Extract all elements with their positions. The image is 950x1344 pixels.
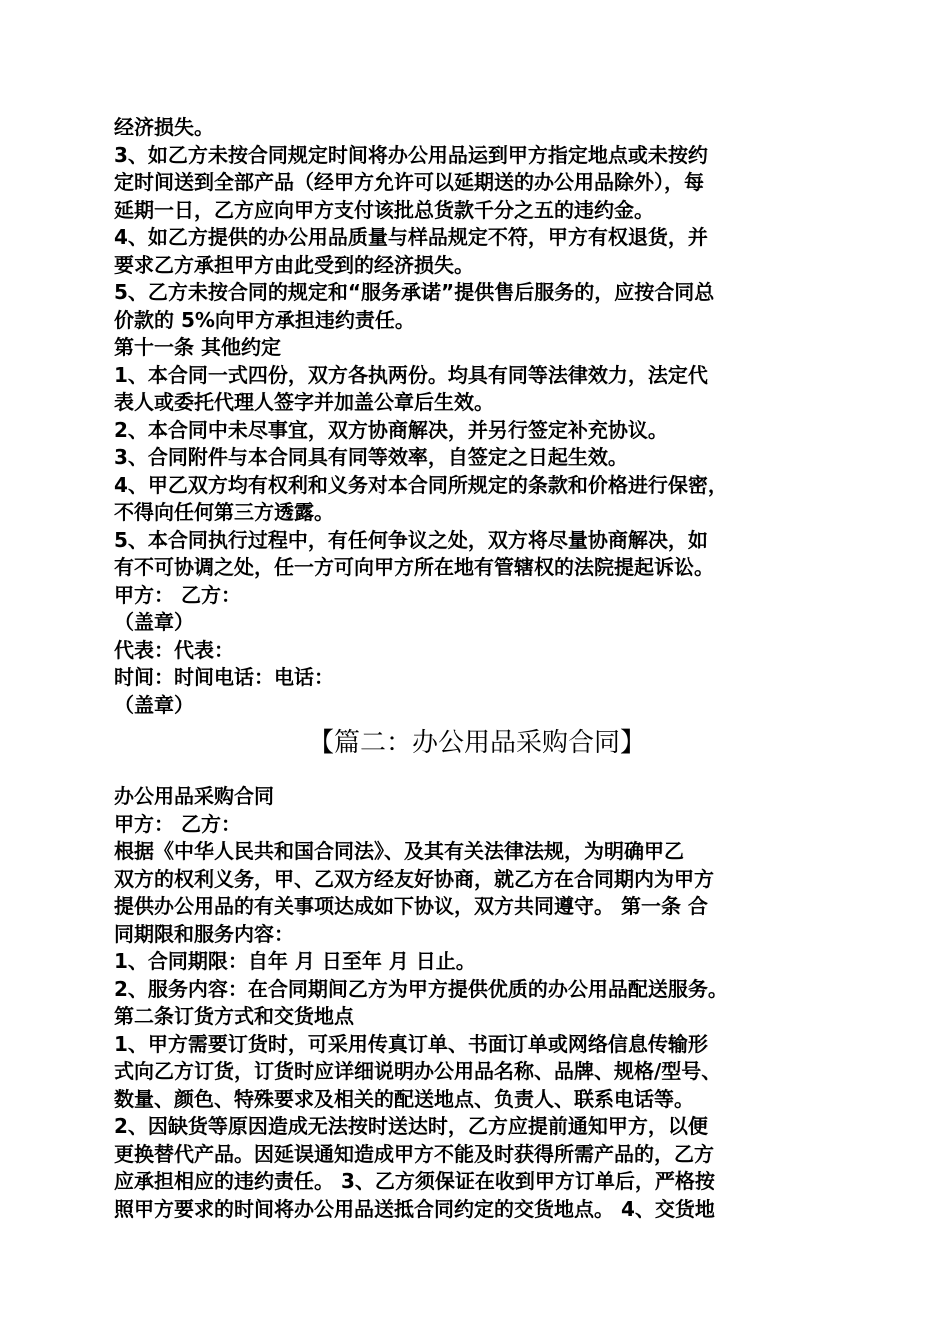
text-line: 照甲方要求的时间将办公用品送抵合同约定的交货地点。 4、交货地 (114, 1196, 715, 1221)
text-line: 5、本合同执行过程中，有任何争议之处，双方将尽量协商解决，如 (114, 527, 708, 552)
signature-date-phone: 时间：时间电话：电话： (114, 665, 334, 689)
text-line: 经济损失。 (114, 115, 214, 139)
text-line: 同期限和服务内容： (114, 921, 294, 946)
text-line: 应承担相应的违约责任。 3、乙方须保证在收到甲方订单后，严格按 (114, 1169, 715, 1193)
text-line: 双方的权利义务，甲、乙双方经友好协商，就乙方在合同期内为甲方 (114, 866, 714, 891)
text-line: 根据《中华人民共和国合同法》、及其有关法律法规，为明确甲乙 (114, 839, 684, 863)
text-line: 5、乙方未按合同的规定和“服务承诺”提供售后服务的，应按合同总 (114, 280, 715, 304)
text-line: 2、因缺货等原因造成无法按时送达时，乙方应提前通知甲方，以便 (114, 1114, 708, 1138)
text-line: 延期一日，乙方应向甲方支付该批总货款千分之五的违约金。 (114, 197, 654, 222)
text-line: 3、合同附件与本合同具有同等效率，自签定之日起生效。 (114, 445, 628, 469)
text-line: 2、本合同中未尽事宜，双方协商解决，并另行签定补充协议。 (114, 417, 668, 442)
text-line: 提供办公用品的有关事项达成如下协议，双方共同遵守。 第一条 合 (114, 894, 708, 918)
section-one (114, 114, 840, 719)
signature-seal: （盖章） (114, 610, 194, 634)
text-line: 定时间送到全部产品（经甲方允许可以延期送的办公用品除外），每 (114, 170, 704, 194)
text-line: 不得向任何第三方透露。 (114, 500, 334, 524)
signature-representatives: 代表：代表： (114, 637, 234, 662)
document-page (114, 114, 840, 1223)
article-heading: 第十一条 其他约定 (114, 335, 281, 359)
text-line: 式向乙方订货，订货时应详细说明办公用品名称、品牌、规格/型号、 (114, 1059, 722, 1083)
contract-heading: 办公用品采购合同 (114, 784, 274, 808)
text-line: 表人或委托代理人签字并加盖公章后生效。 (114, 390, 494, 414)
text-line: 3、如乙方未按合同规定时间将办公用品运到甲方指定地点或未按约 (114, 142, 708, 167)
text-line: 1、甲方需要订货时，可采用传真订单、书面订单或网络信息传输形 (114, 1031, 708, 1056)
signature-seal: （盖章） (114, 692, 194, 717)
text-line: 1、合同期限：自年 月 日至年 月 日止。 (114, 949, 476, 973)
text-line: 4、甲乙双方均有权利和义务对本合同所规定的条款和价格进行保密， (114, 472, 728, 497)
article-heading: 第二条订货方式和交货地点 (114, 1004, 354, 1028)
text-line: 2、服务内容：在合同期间乙方为甲方提供优质的办公用品配送服务。 (114, 976, 728, 1001)
text-line: 有不可协调之处，任一方可向甲方所在地有管辖权的法院提起诉讼。 (114, 555, 714, 579)
section-title: 【篇二：办公用品采购合同】 (307, 728, 646, 758)
text-line: 1、本合同一式四份，双方各执两份。均具有同等法律效力，法定代 (114, 362, 708, 387)
text-line: 价款的 5%向甲方承担违约责任。 (114, 307, 415, 332)
signature-parties: 甲方： 乙方： (114, 582, 241, 607)
text-line: 数量、颜色、特殊要求及相关的配送地点、负责人、联系电话等。 (114, 1086, 694, 1111)
text-line: 要求乙方承担甲方由此受到的经济损失。 (114, 252, 474, 277)
text-line: 更换替代产品。因延误通知造成甲方不能及时获得所需产品的，乙方 (114, 1141, 714, 1166)
text-line: 4、如乙方提供的办公用品质量与样品规定不符，甲方有权退货，并 (114, 225, 708, 249)
contract-parties: 甲方： 乙方： (114, 811, 241, 836)
section-two (114, 783, 840, 1223)
